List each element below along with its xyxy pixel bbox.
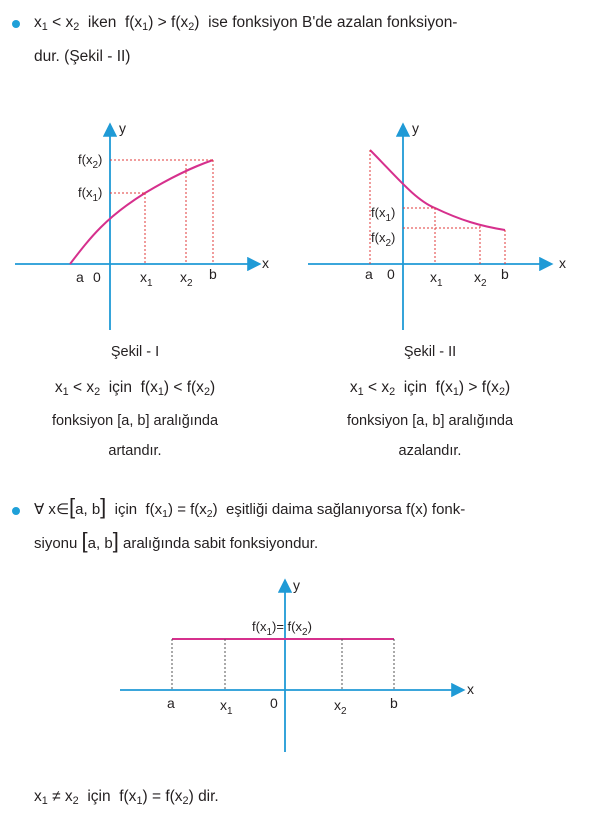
- figure2-caption: Şekil - II: [403, 344, 457, 360]
- figure2-x2-label: $x_2$: [474, 269, 487, 289]
- figure1-desc-line2: fonksiyon [a, b] aralığında: [51, 413, 219, 429]
- figure1-caption: Şekil - I: [110, 344, 160, 360]
- figure3-fx-label: $f(x_1)= f(x_2)$: [252, 619, 312, 638]
- figure3-x1-label: $x_1$: [220, 697, 233, 717]
- figure2-b-label: b: [501, 266, 509, 282]
- section1-line2: dur. (Şekil - II): [34, 48, 131, 65]
- figure3-b-label: b: [390, 695, 398, 711]
- figure2-graph: [308, 120, 566, 330]
- figure2-fx2-label: $f(x_2)$: [371, 230, 396, 249]
- figure1-x2-label: $x_2$: [180, 269, 193, 289]
- figure3-x2-label: $x_2$: [334, 697, 347, 717]
- figure1-b-label: b: [209, 266, 217, 282]
- figure1-zero-label: 0: [93, 269, 101, 285]
- bullet-icon: [12, 507, 20, 515]
- figure1-x-label: x: [262, 255, 269, 271]
- figure2-x1-label: $x_1$: [430, 269, 443, 289]
- figure2-desc-line2: fonksiyon [a, b] aralığında: [346, 413, 514, 429]
- figure2-desc-line3: azalandır.: [398, 443, 462, 459]
- figure1-fx2-label: $f(x_2)$: [78, 152, 103, 171]
- figure1-formula: $x_1 < x_2$ için $f(x_1) < f(x_2)$: [54, 379, 216, 398]
- figure2-formula: $x_1 < x_2$ için $f(x_1) > f(x_2)$: [349, 379, 511, 398]
- section2-line1: ∀ x∈[a, b] için $f(x_1) = f(x_2)$ eşitliği daima sağlanıyorsa f(x) fonk-: [34, 494, 466, 520]
- figure1-y-label: y: [119, 120, 126, 136]
- figure1-curve: [70, 160, 213, 264]
- figure2-y-label: y: [412, 120, 419, 136]
- figure3-graph: [120, 577, 474, 752]
- footer-formula: $x_1 \ne x_2$ için $f(x_1) = f(x_2)$ dir.: [34, 788, 219, 807]
- figure2-fx1-label: $f(x_1)$: [371, 205, 396, 224]
- figure2-a-label: a: [365, 266, 373, 282]
- figure3-a-label: a: [167, 695, 175, 711]
- figure3-guides: [172, 639, 394, 690]
- figure3-zero-label: 0: [270, 695, 278, 711]
- figure1-graph: [15, 120, 269, 330]
- section1-line1: $x_1 < x_2$ iken $f(x_1) > f(x_2)$ ise fonksiyon B'de azalan fonksiyon-: [34, 14, 458, 33]
- figure3-y-label: y: [293, 577, 300, 593]
- figure2-x-label: x: [559, 255, 566, 271]
- figure2-zero-label: 0: [387, 266, 395, 282]
- section2-line2: siyonu [a, b] aralığında sabit fonksiyondur.: [34, 528, 319, 553]
- figure1-guides: [110, 160, 213, 264]
- figure1-desc-line3: artandır.: [108, 443, 162, 459]
- figure1-fx1-label: $f(x_1)$: [78, 185, 103, 204]
- figure1-a-label: a: [76, 269, 84, 285]
- figure1-x1-label: $x_1$: [140, 269, 153, 289]
- figure3-x-label: x: [467, 681, 474, 697]
